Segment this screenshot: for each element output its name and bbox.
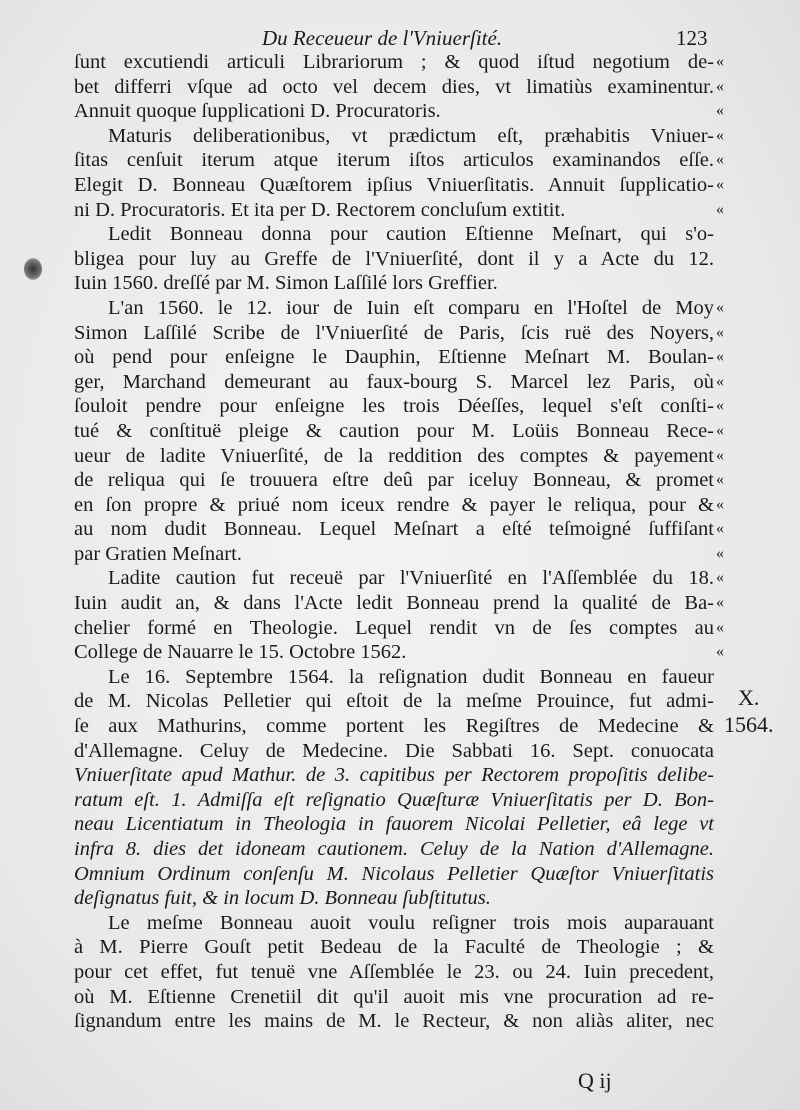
text-line: Le 16. Septembre 1564. la reſignation dudit Bonneau en faueur [108, 665, 714, 688]
margin-quote-mark: « [716, 594, 724, 612]
text-line: pour cet effet, fut tenuë vne Aſſemblée le 23. ou 24. Iuin precedent, [74, 960, 714, 983]
margin-quote-mark: « [716, 544, 724, 562]
text-line: où pend pour enſeigne le Dauphin, Eſtienne Meſnart M. Boulan- [74, 346, 714, 369]
text-line: par Gratien Meſnart. [74, 542, 242, 565]
text-line: ſe aux Mathurins, comme portent les Regiſtres de Medecine & [74, 715, 714, 738]
text-line: où M. Eſtienne Crenetiil dit qu'il auoit mis vne procuration ad re- [74, 985, 714, 1008]
text-line: à M. Pierre Gouſt petit Bedeau de la Faculté de Theologie ; & [74, 936, 714, 959]
margin-quote-mark: « [716, 446, 724, 464]
margin-quote-mark: « [716, 53, 724, 70]
margin-quote-mark [716, 271, 746, 296]
text-line: en ſon propre & priué nom iceux rendre & payer le reliqua, pour & [74, 493, 714, 516]
margin-quote-mark: « [716, 643, 724, 661]
running-head: Du Receueur de l'Vniuerſité. [262, 26, 503, 50]
text-line: ni D. Procuratoris. Et ita per D. Rectorem concluſum extitit. [74, 198, 566, 221]
margin-quote-mark: « [716, 348, 724, 366]
text-line: Iuin audit an, & dans l'Acte ledit Bonneau prend la qualité de Ba- [74, 592, 714, 615]
text-line: Ledit Bonneau donna pour caution Eſtienne Meſnart, qui s'o- [108, 223, 714, 246]
side-note-year: 1564. [724, 712, 774, 737]
margin-quotes [716, 50, 746, 665]
text-line: ſunt excutiendi articuli Librariorum ; & quod iſtud negotium de- [74, 51, 714, 73]
text-line: ſitas cenſuit iterum atque iterum iſtos articulos examinandos eſſe. [74, 149, 714, 172]
margin-quote-mark: « [716, 372, 724, 390]
text-line: Ladite caution fut receuë par l'Vniuerſité en l'Aſſemblée du 18. [108, 567, 714, 590]
margin-quote-mark: « [716, 175, 724, 193]
text-line: chelier formé en Theologie. Lequel rendit vn de ſes comptes au [74, 616, 714, 639]
text-line: au nom dudit Bonneau. Lequel Meſnart a eſté teſmoigné ſuffiſant [74, 518, 714, 541]
text-line: deſignatus fuit, & in locum D. Bonneau ſubſtitutus. [74, 887, 491, 910]
margin-quote-mark: « [716, 77, 724, 95]
text-line: L'an 1560. le 12. iour de Iuin eſt comparu en l'Hoſtel de Moy [108, 296, 714, 319]
text-line: Le meſme Bonneau auoit voulu reſigner trois mois auparauant [108, 911, 714, 934]
body-text [74, 50, 714, 1034]
text-line: Annuit quoque ſupplicationi D. Procuratoris. [74, 100, 441, 123]
text-line: d'Allemagne. Celuy de Medecine. Die Sabbati 16. Sept. conuocata [74, 739, 714, 762]
text-line: ſignandum entre les mains de M. le Recteur, & non aliàs aliter, nec [74, 1010, 714, 1033]
margin-quote-mark: « [716, 126, 724, 144]
text-line: ſouloit pendre pour enſeigne les trois Déeſſes, lequel s'eſt conſti- [74, 395, 714, 418]
margin-quote-mark: « [716, 200, 724, 218]
text-line: neau Licentiatum in Theologia in fauorem Nicolai Pelletier, eâ lege vt [74, 813, 714, 836]
text-line: bligea pour luy au Greffe de l'Vniuerſité, dont il y a Acte du 12. [74, 247, 714, 270]
margin-quote-mark: « [716, 618, 724, 636]
margin-quote-mark: « [716, 471, 724, 489]
text-line: ueur de ladite Vniuerſité, de la reddition des comptes & payement [74, 444, 714, 467]
margin-quote-mark: « [716, 397, 724, 415]
page-header [0, 22, 800, 52]
text-line: Vniuerſitate apud Mathur. de 3. capitibus per Rectorem propoſitis delibe- [74, 764, 714, 787]
text-line: de reliqua qui ſe trouuera eſtre deû par iceluy Bonneau, & promet [74, 469, 714, 492]
text-line: bet differri vſque ad octo vel decem dies, vt limatiùs examinentur. [74, 75, 714, 98]
text-line: Simon Laſſilé Scribe de l'Vniuerſité de Paris, ſcis ruë des Noyers, [74, 321, 714, 344]
margin-side-note [724, 684, 774, 738]
page-number: 123 [676, 26, 708, 50]
margin-quote-mark: « [716, 569, 724, 587]
paper-hole-mark [24, 258, 42, 280]
text-line: ger, Marchand demeurant au faux-bourg S. Marcel lez Paris, où [74, 370, 714, 393]
text-line: Maturis deliberationibus, vt prædictum eſt, præhabitis Vniuer- [108, 124, 714, 147]
text-line: College de Nauarre le 15. Octobre 1562. [74, 641, 407, 664]
text-line: de M. Nicolas Pelletier qui eſtoit de la meſme Prouince, fut admi- [74, 690, 714, 713]
margin-quote-mark: « [716, 102, 724, 120]
margin-quote-mark: « [716, 323, 724, 341]
text-line: infra 8. dies det idoneam cautionem. Celuy de la Nation d'Allemagne. [74, 838, 714, 860]
text-line: ratum eſt. 1. Admiſſa eſt reſignatio Quæſturæ Vniuerſitatis per D. Bon- [74, 788, 714, 811]
margin-quote-mark: « [716, 298, 724, 316]
text-line: Iuin 1560. dreſſé par M. Simon Laſſilé lors Greffier. [74, 272, 498, 295]
margin-quote-mark: « [716, 151, 724, 169]
margin-quote-mark: « [716, 520, 724, 538]
text-line: Omnium Ordinum conſenſu M. Nicolaus Pelletier Quæſtor Vniuerſitatis [74, 862, 714, 885]
margin-quote-mark [716, 247, 746, 272]
text-line: Elegit D. Bonneau Quæſtorem ipſius Vniuerſitatis. Annuit ſupplicatio- [74, 173, 714, 196]
signature-mark: Q ij [578, 1068, 612, 1093]
margin-quote-mark: « [716, 421, 724, 439]
side-note-numeral: X. [738, 685, 760, 710]
margin-quote-mark [716, 222, 746, 247]
margin-quote-mark: « [716, 495, 724, 513]
text-line: tué & conſtituë pleige & caution pour M. Loüis Bonneau Rece- [74, 419, 714, 442]
